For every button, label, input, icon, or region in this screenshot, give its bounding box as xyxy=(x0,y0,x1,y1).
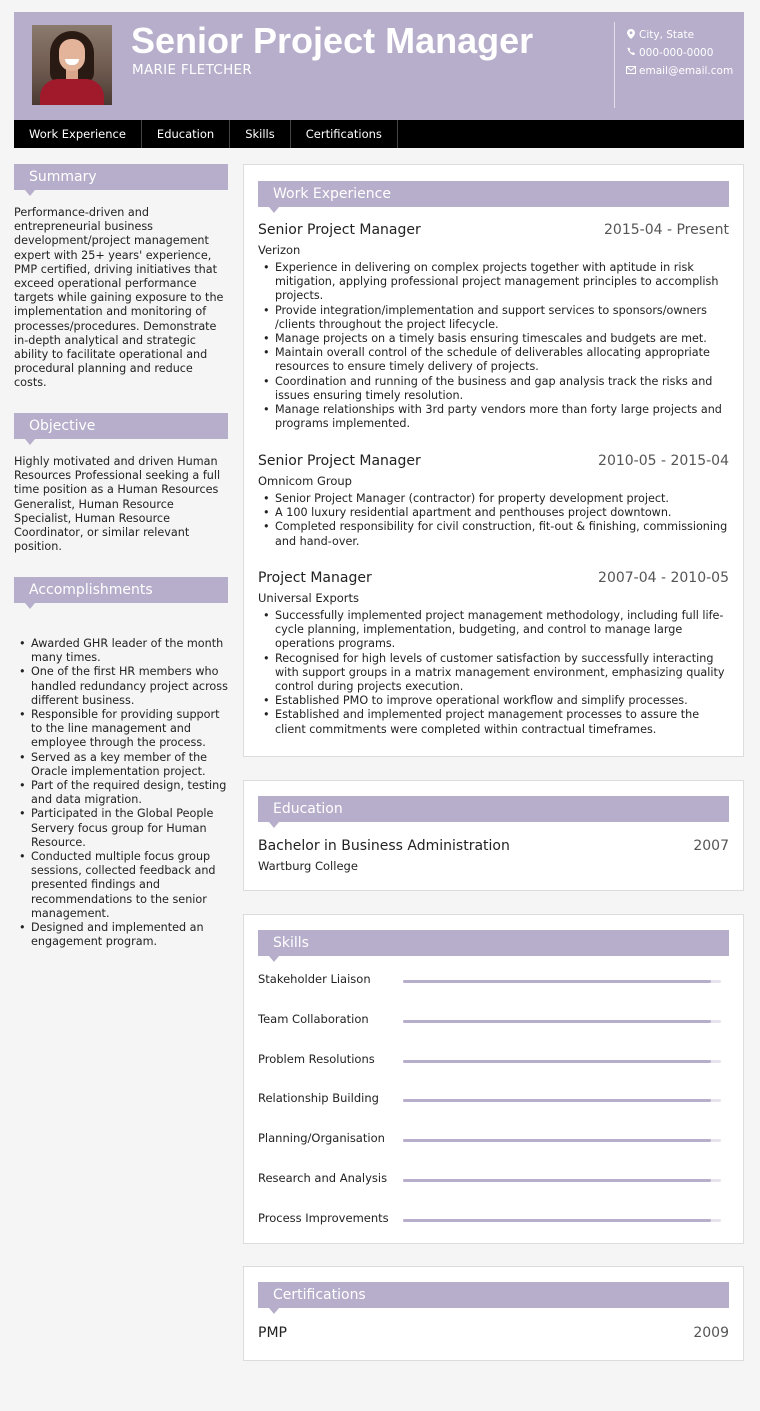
objective-heading: Objective xyxy=(14,413,228,439)
nav-certifications[interactable]: Certifications xyxy=(291,120,398,148)
certifications-card xyxy=(243,1266,744,1361)
phone-icon xyxy=(624,47,638,59)
list-item: • Senior Project Manager (contractor) for property development project. xyxy=(258,492,730,506)
list-item: • A 100 luxury residential apartment and penthouses project downtown. xyxy=(258,506,730,520)
certifications-heading: Certifications xyxy=(258,1282,729,1308)
skill-name: Research and Analysis xyxy=(258,1171,388,1185)
skill-level-fill xyxy=(403,1179,711,1182)
list-item: • Manage projects on a timely basis ensuring timescales and budgets are met. xyxy=(258,332,730,346)
skills-heading: Skills xyxy=(258,930,729,956)
list-item: • Coordination and running of the business and gap analysis track the risks and issues ensuring timely resolution. xyxy=(258,375,730,403)
objective-text: Highly motivated and driven Human Resources Professional seeking a full time position as a Human Resources Generalist, Human Resource Specialist, Human Resource Coordinator, or similar relevant position. xyxy=(14,455,221,554)
skill-row xyxy=(258,1131,721,1147)
list-item: • Completed responsibility for civil construction, fit-out & finishing, commissioning and hand-over. xyxy=(258,520,730,548)
contact-email xyxy=(624,62,733,80)
job-company-2: Omnicom Group xyxy=(258,474,352,488)
list-item: • Established PMO to improve operational workflow and simplify processes. xyxy=(258,694,730,708)
job-bullets-2 xyxy=(258,492,730,549)
school-name: Wartburg College xyxy=(258,859,358,873)
contact-divider xyxy=(614,22,615,108)
summary-text: Performance-driven and entrepreneurial business development/project management expert with 25+ years' experience, PMP certified, driving initiatives that exceed operational performance targets while gaining exposure to the implementation and monitoring of processes/procedures. Demonstrate in-depth analytical and strategic ability to facilitate operational and procedural planning and reduce costs. xyxy=(14,206,224,390)
list-item: • Recognised for high levels of customer satisfaction by successfully interacting with support groups in a matrix management environment, emphasizing quality control during projects execution. xyxy=(258,652,730,695)
job-bullets-1 xyxy=(258,261,730,431)
list-item: • Served as a key member of the Oracle implementation project. xyxy=(14,751,228,779)
envelope-icon xyxy=(624,66,638,77)
resume-header xyxy=(14,12,744,120)
nav-work-experience[interactable]: Work Experience xyxy=(14,120,142,148)
job-bullets-3 xyxy=(258,609,730,737)
job-title: Senior Project Manager xyxy=(131,20,534,61)
skill-level-fill xyxy=(403,1020,711,1023)
contact-info xyxy=(624,26,733,80)
section-nav xyxy=(14,120,744,148)
list-item: • Conducted multiple focus group sessions, collected feedback and presented findings and recommendations to the senior management. xyxy=(14,850,228,921)
list-item: • Established and implemented project management processes to assure the client commitments were completed within contractual timeframes. xyxy=(258,708,730,736)
list-item: • Experience in delivering on complex projects together with aptitude in risk mitigation, applying professional project management principles to accomplish projects. xyxy=(258,261,730,304)
list-item: • Participated in the Global People Servery focus group for Human Resource. xyxy=(14,807,228,850)
skill-row xyxy=(258,1091,721,1107)
certification-name: PMP xyxy=(258,1325,287,1341)
skills-card xyxy=(243,914,744,1244)
email-link[interactable]: email@email.com xyxy=(639,65,734,77)
skill-level-bar xyxy=(403,980,721,983)
degree-title: Bachelor in Business Administration xyxy=(258,838,510,854)
skill-row xyxy=(258,1171,721,1187)
education-card xyxy=(243,780,744,891)
person-name: MARIE FLETCHER xyxy=(132,62,253,78)
job-dates-2: 2010-05 - 2015-04 xyxy=(598,453,729,469)
skill-row xyxy=(258,1052,721,1068)
phone-text[interactable]: 000-000-0000 xyxy=(639,47,714,59)
education-heading: Education xyxy=(258,796,729,822)
accomplishments-heading: Accomplishments xyxy=(14,577,228,603)
skill-name: Relationship Building xyxy=(258,1091,379,1106)
skill-row xyxy=(258,1012,721,1028)
job-title-3: Project Manager xyxy=(258,570,372,586)
skill-level-bar xyxy=(403,1020,721,1023)
skill-name: Process Improvements xyxy=(258,1210,389,1225)
skill-level-bar xyxy=(403,1060,721,1063)
skill-level-fill xyxy=(403,1219,711,1222)
skill-level-fill xyxy=(403,1139,711,1142)
work-experience-heading: Work Experience xyxy=(258,181,729,207)
profile-photo xyxy=(32,25,112,105)
list-item: • Maintain overall control of the schedule of deliverables allocating appropriate resources to ensure timely delivery of projects. xyxy=(258,346,730,374)
job-title-1: Senior Project Manager xyxy=(258,222,421,238)
list-item: • Provide integration/implementation and support services to sponsors/owners /clients throughout the project lifecycle. xyxy=(258,304,730,332)
work-experience-card xyxy=(243,164,744,757)
skill-level-bar xyxy=(403,1099,721,1102)
skill-level-fill xyxy=(403,1060,711,1063)
degree-year: 2007 xyxy=(693,838,729,854)
list-item: • Successfully implemented project management methodology, including full life-cycle planning, implementation, budgeting, and control to manage large operations programs. xyxy=(258,609,730,652)
job-company-3: Universal Exports xyxy=(258,591,360,605)
accomplishments-list xyxy=(14,637,228,949)
skill-level-bar xyxy=(403,1219,721,1222)
job-title-2: Senior Project Manager xyxy=(258,453,421,469)
list-item: • Designed and implemented an engagement program. xyxy=(14,921,228,949)
skill-level-bar xyxy=(403,1139,721,1142)
skill-name: Stakeholder Liaison xyxy=(258,972,371,986)
job-dates-3: 2007-04 - 2010-05 xyxy=(598,570,729,586)
list-item: • Awarded GHR leader of the month many times. xyxy=(14,637,228,665)
skill-level-fill xyxy=(403,980,711,983)
list-item: • Manage relationships with 3rd party vendors more than forty large projects and programs implemented. xyxy=(258,403,730,431)
location-text: City, State xyxy=(639,29,695,41)
skill-name: Problem Resolutions xyxy=(258,1051,375,1066)
list-item: • Responsible for providing support to the line management and employee through the process. xyxy=(14,708,228,751)
skill-level-bar xyxy=(403,1179,721,1182)
job-dates-1: 2015-04 - Present xyxy=(604,222,729,238)
skill-name: Team Collaboration xyxy=(258,1011,369,1026)
nav-skills[interactable]: Skills xyxy=(230,120,291,148)
nav-education[interactable]: Education xyxy=(142,120,230,148)
list-item: • One of the first HR members who handled redundancy project across different business. xyxy=(14,665,228,708)
skill-row xyxy=(258,972,721,988)
summary-heading: Summary xyxy=(14,164,228,190)
skill-level-fill xyxy=(403,1099,711,1102)
skill-name: Planning/Organisation xyxy=(258,1131,385,1146)
skill-row xyxy=(258,1211,721,1227)
location-pin-icon xyxy=(624,29,638,42)
list-item: • Part of the required design, testing and data migration. xyxy=(14,779,228,807)
certification-year: 2009 xyxy=(693,1325,729,1341)
job-company-1: Verizon xyxy=(258,243,301,257)
contact-phone xyxy=(624,44,733,62)
contact-location xyxy=(624,26,733,44)
